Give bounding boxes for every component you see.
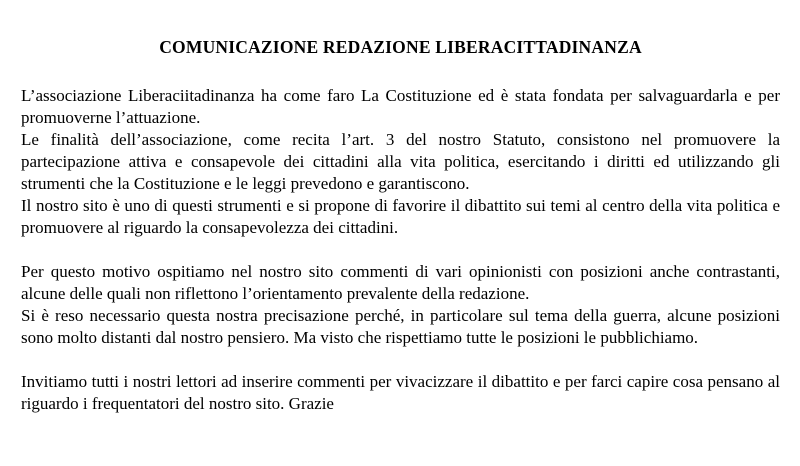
page-title: COMUNICAZIONE REDAZIONE LIBERACITTADINANZA	[159, 37, 642, 57]
paragraph-association-intro: L’associazione Liberaciitadinanza ha come faro La Costituzione ed è stata fondata per salvaguardarla e per promuoverne l’attuazione.	[21, 86, 780, 127]
paragraph-invitation: Invitiamo tutti i nostri lettori ad inserire commenti per vivacizzare il dibattito e per farci capire cosa pensano al riguardo i frequentatori del nostro sito. Grazie	[21, 372, 780, 413]
paragraph-opinionists: Per questo motivo ospitiamo nel nostro sito commenti di vari opinionisti con posizioni anche contrastanti, alcune delle quali non riflettono l’orientamento prevalente della redazione.	[21, 262, 780, 303]
paragraph-clarification: Si è reso necessario questa nostra precisazione perché, in particolare sul tema della guerra, alcune posizioni sono molto distanti dal nostro pensiero. Ma visto che rispettiamo tutte le posizioni le pubblichiamo.	[21, 306, 780, 347]
paragraph-spacer	[21, 349, 780, 371]
paragraph-site-purpose: Il nostro sito è uno di questi strumenti e si propone di favorire il dibattito sui temi al centro della vita politica e promuovere al riguardo la consapevolezza dei cittadini.	[21, 196, 780, 237]
paragraph-spacer	[21, 239, 780, 261]
paragraph-statute-goals: Le finalità dell’associazione, come recita l’art. 3 del nostro Statuto, consistono nel promuovere la partecipazione attiva e consapevole dei cittadini alla vita politica, esercitando i diritti ed utilizzando gli strumenti che la Costituzione e le leggi prevedono e garantiscono.	[21, 130, 780, 193]
